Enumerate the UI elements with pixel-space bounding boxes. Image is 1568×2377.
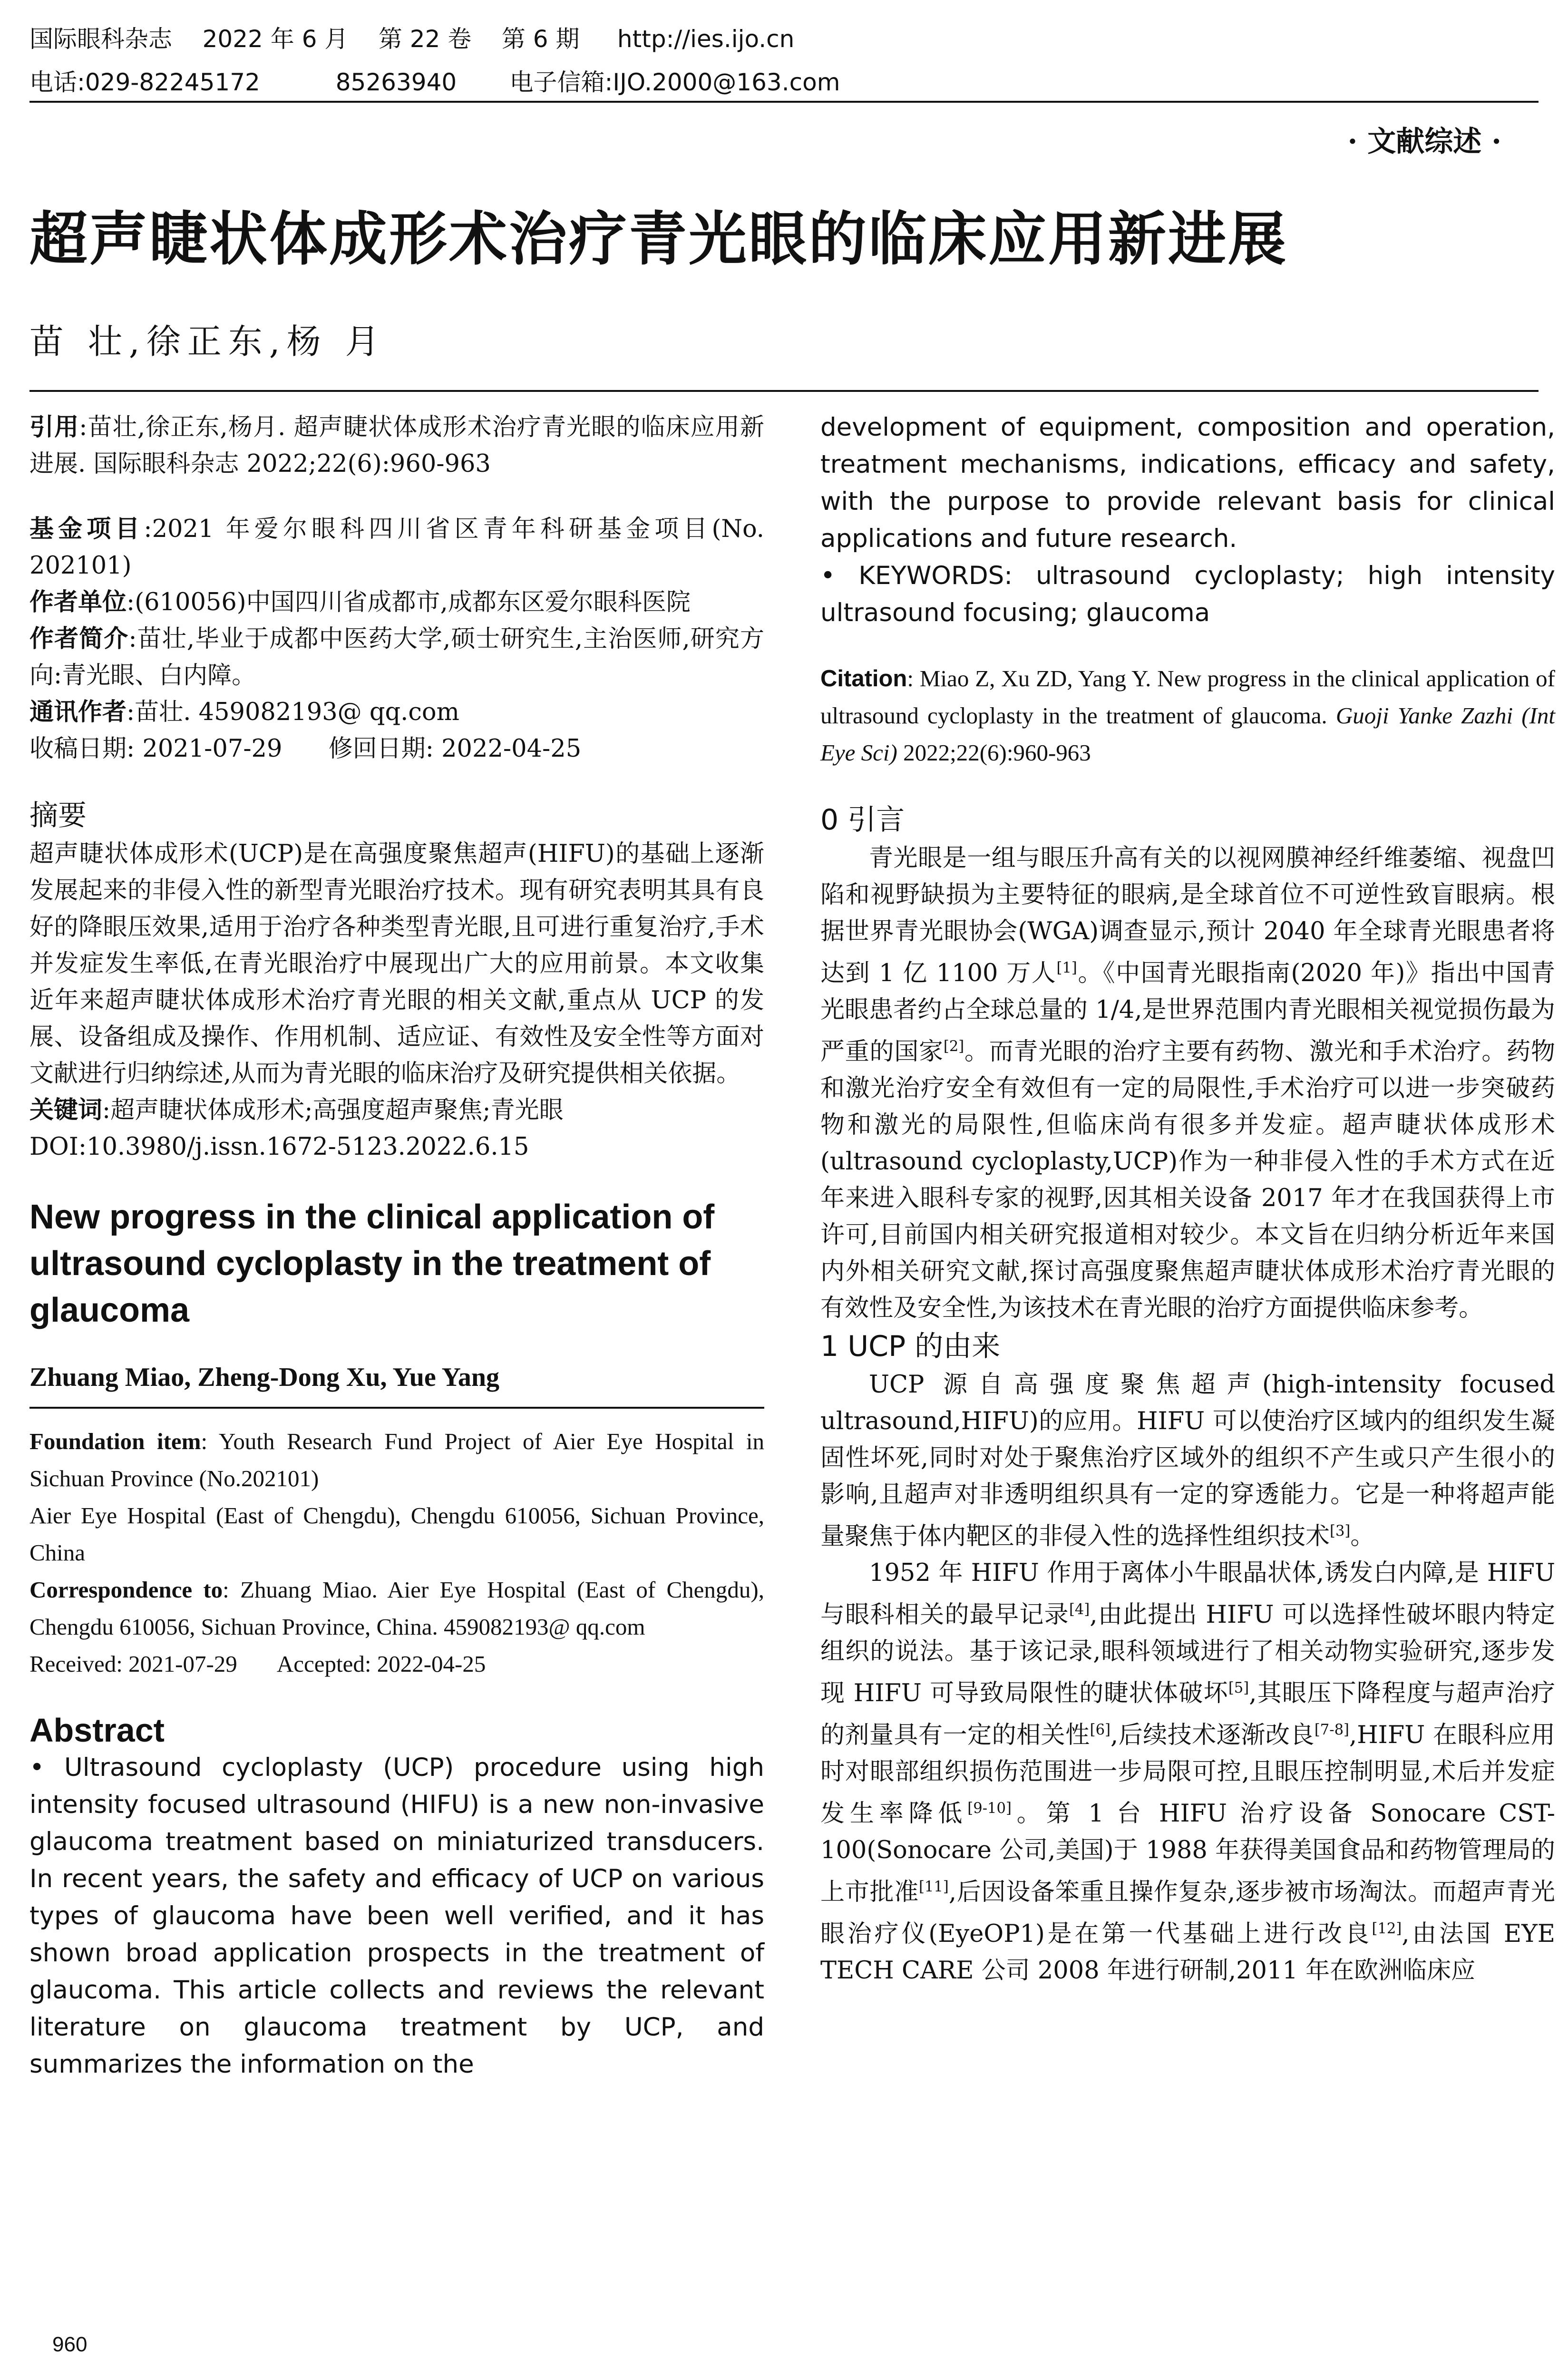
affiliation-cn: 作者单位:(610056)中国四川省成都市,成都东区爱尔眼科医院 [29,588,691,616]
author-bio-cn: 作者简介:苗壮,毕业于成都中医药大学,硕士研究生,主治医师,研究方向:青光眼、白内障。 [29,625,764,690]
affiliation-en: Aier Eye Hospital (East of Chengdu), Chengdu 610056, Sichuan Province, China [29,1502,764,1566]
abstract-en-continued: development of equipment, composition and operation, treatment mechanisms, indications, efficacy and safety, with the purpose to provide relevant basis for clinical applications and future research. [820,413,1555,553]
journal-header-line1: 国际眼科杂志 2022 年 6 月 第 22 卷 第 6 期 http://ies.ijo.cn [29,25,795,53]
received-accepted-en: Received: 2021-07-29 Accepted: 2022-04-25 [29,1651,486,1677]
right-column [820,409,1555,1989]
authors-en: Zhuang Miao, Zheng-Dong Xu, Yue Yang [29,1363,500,1392]
ref-2: [2] [943,1038,964,1055]
section-0-heading: 0 引言 [820,803,905,837]
keywords-cn: 关键词:超声睫状体成形术;高强度超声聚焦;青光眼 [29,1096,564,1124]
citation-cn: 引用:苗壮,徐正东,杨月. 超声睫状体成形术治疗青光眼的临床应用新进展. 国际眼科杂志 2022;22(6):960-963 [29,413,764,478]
header-rule [29,101,1539,103]
article-title: 超声睫状体成形术治疗青光眼的临床应用新进展 [29,205,1288,273]
correspondence-en: Correspondence to: Zhuang Miao. Aier Eye Hospital (East of Chengdu), Chengdu 610056, Sichuan Province, China. 459082193@ qq.com [29,1577,764,1640]
left-column [29,409,764,2083]
ref-11: [11] [919,1879,949,1895]
abstract-cn: 超声睫状体成形术(UCP)是在高强度聚焦超声(HIFU)的基础上逐渐发展起来的非侵入性的新型青光眼治疗技术。现有研究表明其具有良好的降眼压效果,适用于治疗各种类型青光眼,且可进行重复治疗,手术并发症发生率低,在青光眼治疗中展现出广大的应用前景。本文收集近年来超声睫状体成形术治疗青光眼的相关文献,重点从 UCP 的发展、设备组成及操作、作用机制、适应证、有效性及安全性等方面对文献进行归纳综述,从而为青光眼的临床治疗及研究提供相关依据。 [29,840,764,1088]
abstract-heading-en: Abstract [29,1712,165,1749]
authors-rule [29,390,1539,392]
section-0-paragraph: 青光眼是一组与眼压升高有关的以视网膜神经纤维萎缩、视盘凹陷和视野缺损为主要特征的眼病,是全球首位不可逆性致盲眼病。根据世界青光眼协会(WGA)调查显示,预计 2040 年全球青光眼患者将达到 1 亿 1100 万人[1]。《中国青光眼指南(2020 年)》指出中国青光眼患者约占全球总量的 1/4,是世界范围内青光眼相关视觉损伤最为严重的国家[2]。而青光眼的治疗主要有药物、激光和手术治疗。药物和激光治疗安全有效但有一定的局限性,手术治疗可以进一步突破药物和激光的局限性,但临床尚有很多并发症。超声睫状体成形术(ultrasound cycloplasty,UCP)作为一种非侵入性的手术方式在近年来进入眼科专家的视野,因其相关设备 2017 年才在我国获得上市许可,目前国内相关研究报道相对较少。本文旨在归纳分析近年来国内外相关研究文献,探讨高强度聚焦超声睫状体成形术治疗青光眼的有效性及安全性,为该技术在青光眼的治疗方面提供临床参考。 [820,844,1555,1322]
ref-6: [6] [1090,1722,1111,1738]
section-tag: · 文献综述 · [1347,125,1501,158]
abstract-en: • Ultrasound cycloplasty (UCP) procedure using high intensity focused ultrasound (HIFU) is a new non-invasive glaucoma treatment based on miniaturized transducers. In recent years, the safety and efficacy of UCP on various types of glaucoma have been well verified, and it has shown broad application prospects in the treatment of glaucoma. This article collects and reviews the relevant literature on glaucoma treatment by UCP, and summarizes the information on the [29,1753,764,2079]
ref-7-8: [7-8] [1314,1722,1349,1738]
ref-4: [4] [1069,1601,1090,1618]
abstract-heading-cn: 摘要 [29,799,87,832]
section-1-paragraph-1: UCP 源自高强度聚焦超声(high-intensity focused ultrasound,HIFU)的应用。HIFU 可以使治疗区域内的组织发生凝固性坏死,同时对处于聚焦治疗区域外的组织不产生或只产生很小的影响,且超声对非透明组织具有一定的穿透能力。它是一种将超声能量聚焦于体内靶区的非侵入性的选择性组织技术[3]。 [820,1371,1555,1550]
ref-9-10: [9-10] [967,1800,1012,1817]
dates-cn: 收稿日期: 2021-07-29 修回日期: 2022-04-25 [29,735,582,763]
ref-5: [5] [1228,1680,1249,1696]
ref-12: [12] [1372,1920,1402,1937]
keywords-en: • KEYWORDS: ultrasound cycloplasty; high intensity ultrasound focusing; glaucoma [820,561,1555,627]
ref-3: [3] [1330,1523,1351,1539]
journal-header-line2: 电话:029-82245172 85263940 电子信箱:IJO.2000@163.com [29,68,840,96]
page-number: 960 [52,2333,88,2356]
corresponding-author-cn: 通讯作者:苗壮. 459082193@ qq.com [29,698,459,726]
doi: DOI:10.3980/j.issn.1672-5123.2022.6.15 [29,1133,529,1161]
foundation-en: Foundation item: Youth Research Fund Project of Aier Eye Hospital in Sichuan Province (No.202101) [29,1428,764,1491]
citation-en: Citation: Miao Z, Xu ZD, Yang Y. New progress in the clinical application of ultrasound cycloplasty in the treatment of glaucoma. Guoji Yanke Zazhi (Int Eye Sci) 2022;22(6):960-963 [820,665,1556,766]
section-1-paragraph-2: 1952 年 HIFU 作用于离体小牛眼晶状体,诱发白内障,是 HIFU 与眼科相关的最早记录[4],由此提出 HIFU 可以选择性破坏眼内特定组织的说法。基于该记录,眼科领域进行了相关动物实验研究,逐步发现 HIFU 可导致局限性的睫状体破坏[5],其眼压下降程度与超声治疗的剂量具有一定的相关性[6],后续技术逐渐改良[7-8],HIFU 在眼科应用时对眼部组织损伤范围进一步局限可控,且眼压控制明显,术后并发症发生率降低[9-10]。第 1 台 HIFU 治疗设备 Sonocare CST-100(Sonocare 公司,美国)于 1988 年获得美国食品和药物管理局的上市批准[11],后因设备笨重且操作复杂,逐步被市场淘汰。而超声青光眼治疗仪(EyeOP1)是在第一代基础上进行改良[12],由法国 EYE TECH CARE 公司 2008 年进行研制,2011 年在欧洲临床应 [820,1559,1555,1985]
section-1-heading: 1 UCP 的由来 [820,1330,1001,1363]
english-title: New progress in the clinical application of ultrasound cycloplasty in the treatment of glaucoma [29,1198,715,1329]
authors-en-rule [29,1407,764,1409]
authors-cn: 苗 壮,徐正东,杨 月 [29,321,386,361]
fund-cn: 基金项目:2021 年爱尔眼科四川省区青年科研基金项目(No. 202101) [29,515,764,580]
ref-1: [1] [1056,960,1077,976]
